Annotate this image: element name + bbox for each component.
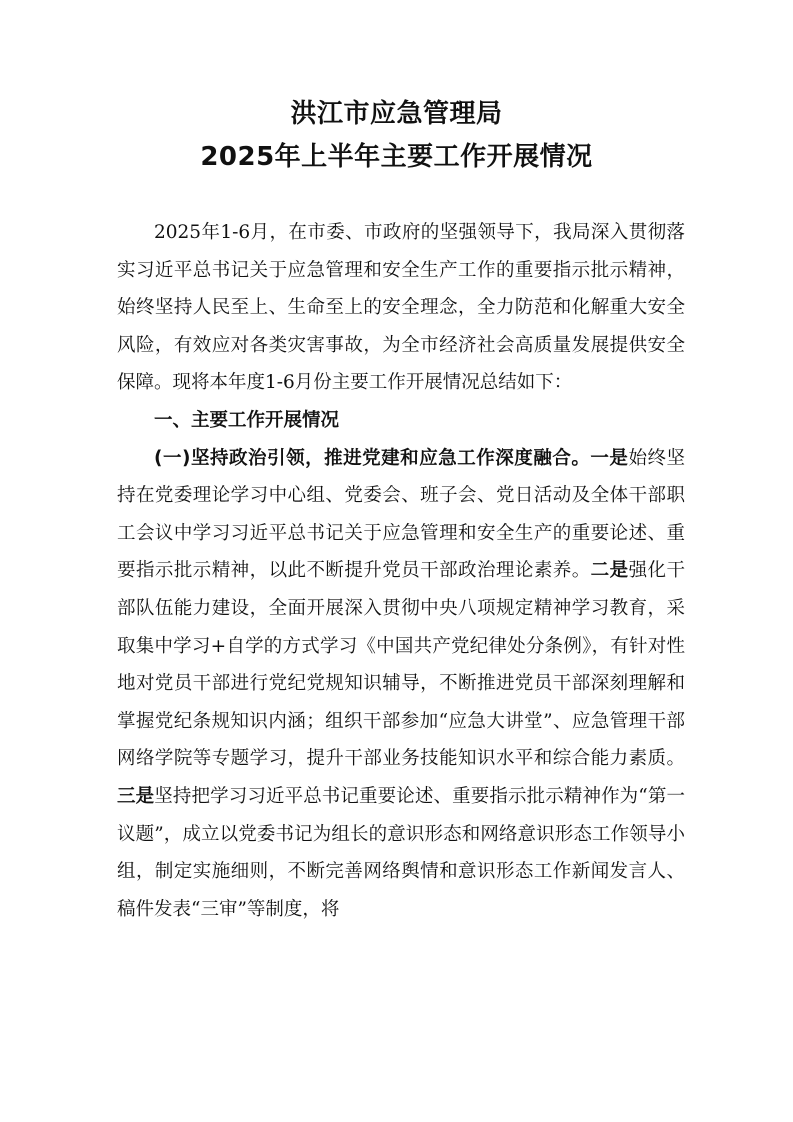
intro-paragraph: 2025年1-6月，在市委、市政府的坚强领导下，我局深入贯彻落实习近平总书记关于应急管理和安全生产工作的重要指示批示精神，始终坚持人民至上、生命至上的安全理念，全力防范和化解重大安全风险，有效应对各类灾害事故，为全市经济社会高质量发展提供安全保障。现将本年度1-6月份主要工作开展情况总结如下： [117,222,685,394]
point3-text: 坚持把学习习近平总书记重要论述、重要指示批示精神作为“第一议题”，成立以党委书记为组长的意识形态和网络意识形态工作领导小组，制定实施细则，不断完善网络舆情和意识形态工作新闻发言人、稿件发表“三审”等制度，将 [117,785,685,920]
point3-label: 三是 [117,785,155,807]
document-body [117,214,685,928]
point1-text: 始终坚持在党委理论学习中心组、党委会、班子会、党日活动及全体干部职工会议中学习习近平总书记关于应急管理和安全生产的重要论述、重要指示批示精神，以此不断提升党员干部政治理论素养。 [117,447,685,582]
point2-label: 二是 [590,560,629,582]
point2-text: 强化干部队伍能力建设，全面开展深入贯彻中央八项规定精神学习教育，采取集中学习+自学的方式学习《中国共产党纪律处分条例》，有针对性地对党员干部进行党纪党规知识辅导，不断推进党员干部深刻理解和掌握党纪条规知识内涵；组织干部参加“应急大讲堂”、应急管理干部网络学院等专题学习，提升干部业务技能知识水平和综合能力素质。 [117,560,685,770]
point1-label: 一是 [590,447,629,469]
document-title-line2: 2025年上半年主要工作开展情况 [200,142,593,172]
document-title-line1: 洪江市应急管理局 [290,99,503,129]
section-heading: 一、主要工作开展情况 [154,409,340,431]
subsection-paragraph [117,440,685,929]
subsection-heading: (一)坚持政治引领，推进党建和应急工作深度融合。 [154,447,591,469]
